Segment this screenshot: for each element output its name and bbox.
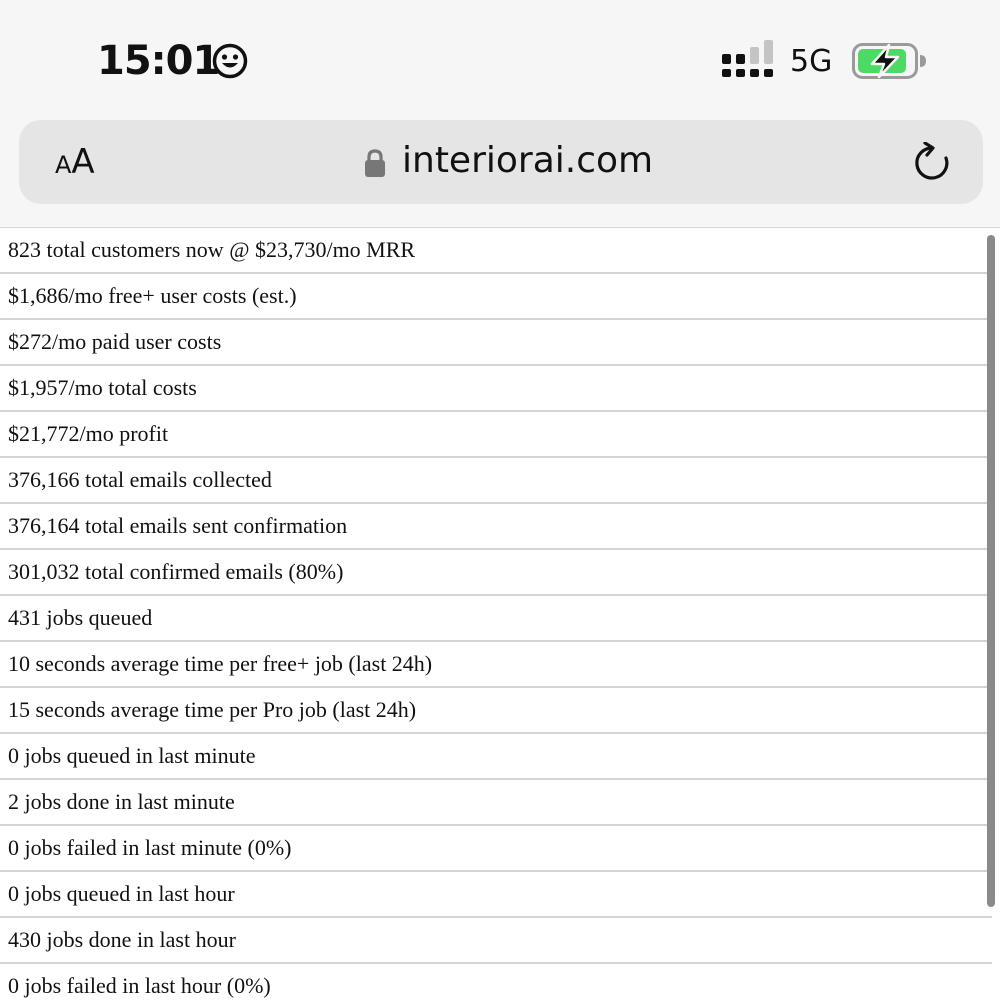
network-type: 5G: [790, 44, 833, 79]
stat-row-total-costs: $1,957/mo total costs: [0, 366, 992, 412]
address-bar[interactable]: [19, 120, 983, 204]
url-text[interactable]: interiorai.com: [402, 140, 654, 181]
stat-row-jobs-done-last-hour: 430 jobs done in last hour: [0, 918, 992, 964]
stat-row-avg-time-free-job: 10 seconds average time per free+ job (last 24h): [0, 642, 992, 688]
stat-row-free-user-costs: $1,686/mo free+ user costs (est.): [0, 274, 992, 320]
status-bar: [0, 0, 1000, 120]
stat-row-jobs-queued: 431 jobs queued: [0, 596, 992, 642]
stat-row-emails-sent-confirmation: 376,164 total emails sent confirmation: [0, 504, 992, 550]
scrollbar[interactable]: [987, 235, 995, 907]
clock: 15:01: [97, 38, 220, 84]
stat-row-avg-time-pro-job: 15 seconds average time per Pro job (last 24h): [0, 688, 992, 734]
smiley-face-icon: [212, 43, 248, 79]
stat-row-jobs-failed-last-minute: 0 jobs failed in last minute (0%): [0, 826, 992, 872]
stats-list: [0, 228, 992, 1000]
stat-row-paid-user-costs: $272/mo paid user costs: [0, 320, 992, 366]
stat-row-jobs-done-last-minute: 2 jobs done in last minute: [0, 780, 992, 826]
stat-row-jobs-queued-last-hour: 0 jobs queued in last hour: [0, 872, 992, 918]
stat-row-emails-collected: 376,166 total emails collected: [0, 458, 992, 504]
text-size-button[interactable]: [55, 140, 95, 184]
cellular-signal-icon: [722, 40, 774, 78]
text-size-small-a: A: [55, 151, 72, 179]
browser-chrome: [0, 0, 1000, 228]
page-content: [0, 228, 992, 1000]
text-size-large-a: A: [71, 142, 95, 182]
stat-row-jobs-queued-last-minute: 0 jobs queued in last minute: [0, 734, 992, 780]
stat-row-confirmed-emails: 301,032 total confirmed emails (80%): [0, 550, 992, 596]
lock-icon: [363, 148, 387, 178]
battery-charging-icon: [852, 43, 928, 79]
reload-icon[interactable]: [911, 142, 953, 184]
stat-row-jobs-failed-last-hour: 0 jobs failed in last hour (0%): [0, 964, 992, 1000]
stat-row-profit: $21,772/mo profit: [0, 412, 992, 458]
stat-row-customers-mrr: 823 total customers now @ $23,730/mo MRR: [0, 228, 992, 274]
